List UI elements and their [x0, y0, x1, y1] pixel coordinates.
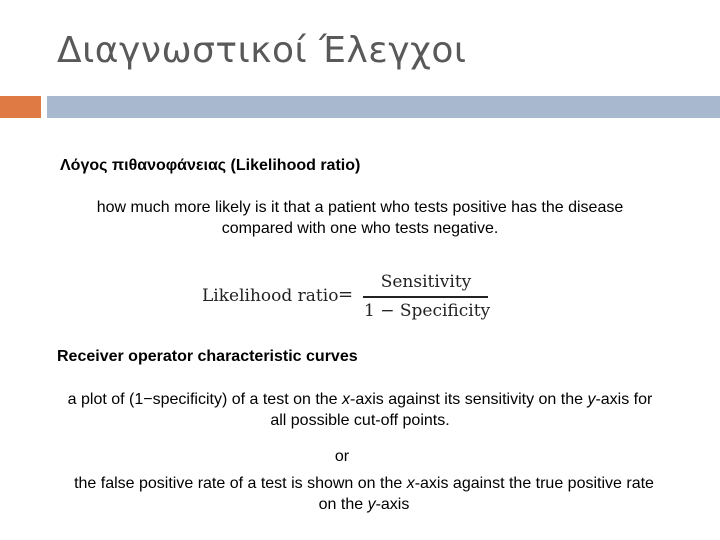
fp-def-y-axis: y	[367, 496, 376, 513]
accent-square	[0, 96, 41, 118]
fp-def-text-c: on the	[318, 496, 368, 513]
or-separator: or	[334, 448, 350, 465]
fp-def-x-axis: x	[406, 475, 415, 492]
fp-def-text-b: -axis against the true positive rate	[414, 475, 654, 492]
fp-definition-line2	[0, 494, 720, 515]
likelihood-definition-line2: compared with one who tests negative.	[221, 220, 499, 237]
likelihood-ratio-formula	[202, 272, 502, 324]
roc-heading: Receiver operator characteristic curves	[57, 348, 358, 365]
formula-lhs: Likelihood ratio	[202, 286, 339, 306]
likelihood-ratio-definition	[0, 197, 720, 239]
slide-title: Διαγνωστικοί Έλεγχοι	[57, 30, 467, 71]
roc-definition-line1	[0, 389, 720, 410]
roc-def1-text-a: a plot of (1−specificity) of a test on the	[67, 391, 343, 408]
likelihood-definition-line1: how much more likely is it that a patient who tests positive has the disease	[96, 199, 624, 216]
roc-definition	[0, 389, 720, 431]
roc-definition-line2: all possible cut-off points.	[270, 412, 450, 429]
formula-equals-sign: =	[338, 284, 354, 305]
roc-def1-text-b: -axis against its sensitivity on the	[350, 391, 588, 408]
formula-denominator: 1 − Specificity	[364, 301, 491, 321]
roc-def1-x-axis: x	[342, 391, 351, 408]
fp-def-text-d: -axis	[375, 496, 410, 513]
roc-def1-y-axis: y	[587, 391, 596, 408]
formula-numerator: Sensitivity	[380, 272, 472, 292]
fp-def-text-a: the false positive rate of a test is shown on the	[74, 475, 407, 492]
fp-definition-line1	[0, 473, 720, 494]
accent-bar	[47, 96, 720, 118]
likelihood-ratio-heading: Λόγος πιθανοφάνειας (Likelihood ratio)	[60, 157, 361, 174]
fraction-bar	[363, 296, 488, 298]
roc-def1-text-c: -axis for	[595, 391, 653, 408]
false-positive-definition	[0, 473, 720, 515]
